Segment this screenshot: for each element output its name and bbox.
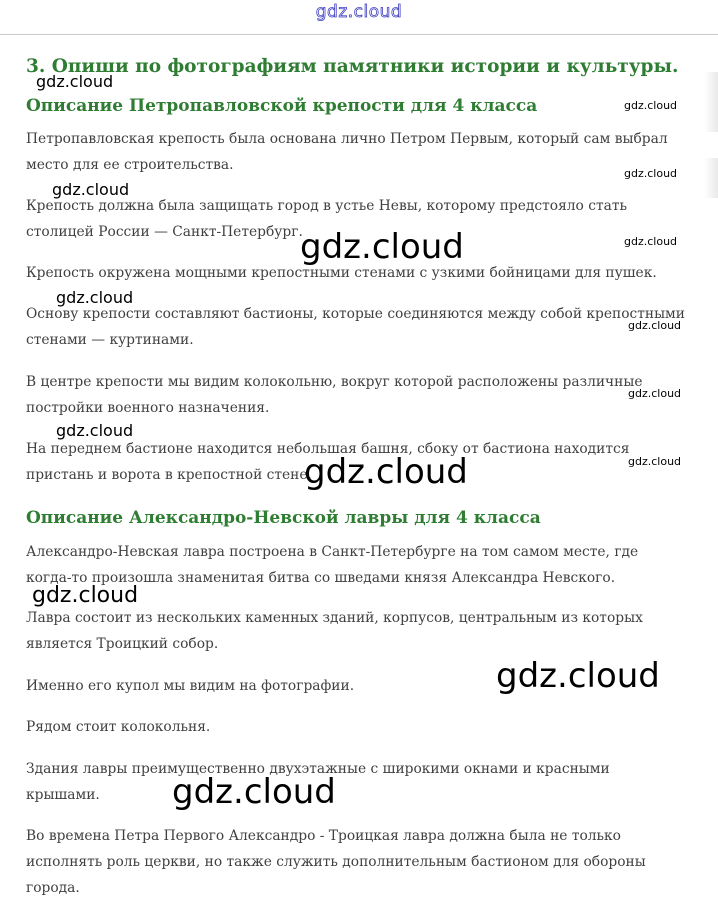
watermark: gdz.cloud bbox=[628, 319, 682, 332]
watermark: gdz.cloud bbox=[304, 452, 468, 492]
watermark: gdz.cloud bbox=[56, 421, 134, 440]
watermark: gdz.cloud bbox=[32, 583, 139, 608]
watermark: gdz.cloud bbox=[624, 99, 678, 112]
paragraph: Александро-Невская лавра построена в Санкт-Петербурге на том самом месте, где когда-то произошла знаменитая битва со шведами князя Александра Невского. bbox=[26, 544, 639, 586]
watermark: gdz.cloud bbox=[56, 288, 134, 307]
section-heading-lavra: Описание Александро-Невской лавры для 4 класса bbox=[26, 508, 541, 528]
paragraph: Во времена Петра Первого Александро - Троицкая лавра должна была не только исполнять роль церкви, но также служить дополнительным бастионом для обороны города. bbox=[26, 828, 646, 896]
watermark: gdz.cloud bbox=[624, 235, 678, 248]
watermark: gdz.cloud bbox=[628, 387, 682, 400]
watermark: gdz.cloud bbox=[172, 772, 336, 812]
watermark: gdz.cloud bbox=[300, 227, 464, 267]
watermark: gdz.cloud bbox=[496, 656, 660, 696]
paragraph: Здания лавры преимущественно двухэтажные с широкими окнами и красными крышами. bbox=[26, 761, 610, 803]
section-heading-fortress: Описание Петропавловской крепости для 4 класса bbox=[26, 96, 538, 116]
watermark: gdz.cloud bbox=[628, 455, 682, 468]
watermark: gdz.cloud bbox=[36, 72, 114, 91]
header-divider bbox=[0, 34, 718, 35]
paragraph: Петропавловская крепость была основана лично Петром Первым, который сам выбрал место для ее строительства. bbox=[26, 131, 668, 173]
paragraph: В центре крепости мы видим колокольню, вокруг которой расположены различные постройки военного назначения. bbox=[26, 374, 643, 416]
paragraph: Основу крепости составляют бастионы, которые соединяются между собой крепостными стенами — куртинами. bbox=[26, 306, 685, 348]
paragraph: Именно его купол мы видим на фотографии. bbox=[26, 678, 355, 694]
task-heading: 3. Опиши по фотографиям памятники истории и культуры. bbox=[26, 56, 679, 77]
side-panel-edge bbox=[704, 158, 718, 198]
watermark: gdz.cloud bbox=[624, 167, 678, 180]
paragraph: Лавра состоит из нескольких каменных зданий, корпусов, центральным из которых является Троицкий собор. bbox=[26, 610, 643, 652]
paragraph: Рядом стоит колокольня. bbox=[26, 719, 211, 735]
paragraph: Крепость должна была защищать город в устье Невы, которому предстояло стать столицей России — Санкт-Петербург. bbox=[26, 198, 627, 240]
side-panel-edge bbox=[704, 72, 718, 132]
site-logo[interactable]: gdz.cloud bbox=[315, 2, 403, 22]
watermark: gdz.cloud bbox=[52, 180, 130, 199]
paragraph: На переднем бастионе находится небольшая башня, сбоку от бастиона находится пристань и ворота в крепостной стене. bbox=[26, 441, 630, 483]
paragraph: Крепость окружена мощными крепостными стенами с узкими бойницами для пушек. bbox=[26, 265, 657, 281]
